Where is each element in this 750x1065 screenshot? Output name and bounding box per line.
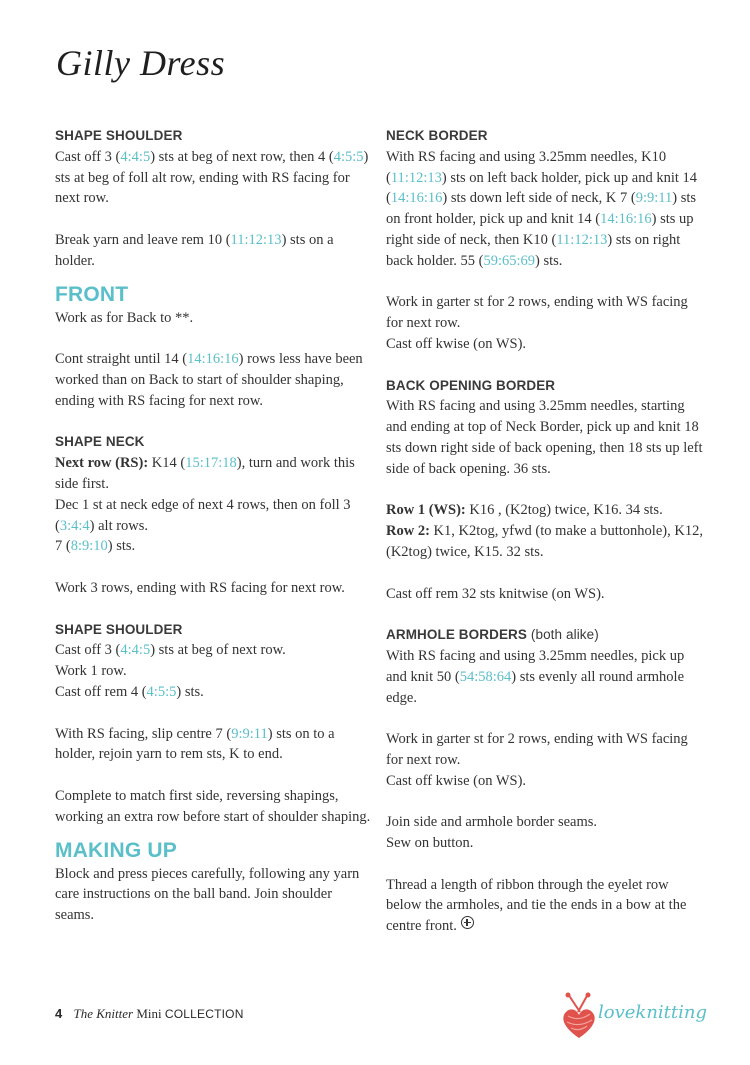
loveknitting-logo: [558, 992, 708, 1042]
shape-shoulder-2-text-3: Cast off rem 4 (4:5:5) sts.: [55, 683, 204, 700]
armhole-heading: ARMHOLE BORDERS (both alike): [386, 627, 599, 643]
back-opening-heading: BACK OPENING BORDER: [386, 377, 556, 393]
shape-neck-text-2: Dec 1 st at neck edge of next 4 rows, then on foll 3 (3:4:4) alt rows.: [55, 496, 351, 534]
shape-shoulder-2-text-4: With RS facing, slip centre 7 (9:9:11) sts on to a holder, rejoin yarn to rem sts, K to end.: [55, 725, 335, 763]
neck-border-text-2: Work in garter st for 2 rows, ending with WS facing for next row.: [386, 294, 688, 332]
neck-border-text-3: Cast off kwise (on WS).: [386, 335, 527, 352]
magazine-collection: COLLECTION: [164, 1007, 244, 1021]
logo-text: loveknitting: [598, 1002, 708, 1023]
making-up-text-1: Block and press pieces carefully, following any yarn care instructions on the ball band. Join shoulder seams.: [55, 865, 360, 924]
armhole-text-2: Work in garter st for 2 rows, ending with WS facing for next row.: [386, 731, 688, 768]
back-opening-row-1: Row 1 (WS): K16 , (K2tog) twice, K16. 34 sts.: [386, 502, 663, 519]
back-opening-text-2: Cast off rem 32 sts knitwise (on WS).: [386, 585, 605, 602]
back-opening-row-2: Row 2: K1, K2tog, yfwd (to make a buttonhole), K12, (K2tog) twice, K15. 32 sts.: [386, 523, 703, 560]
front-heading: FRONT: [55, 282, 129, 306]
shape-neck-text-1: Next row (RS): K14 (15:17:18), turn and work this side first.: [55, 455, 355, 492]
shape-shoulder-2-heading: SHAPE SHOULDER: [55, 621, 183, 637]
shape-shoulder-text-2: Break yarn and leave rem 10 (11:12:13) sts on a holder.: [55, 231, 334, 269]
shape-shoulder-2-text-2: Work 1 row.: [55, 663, 127, 680]
front-text-2: Cont straight until 14 (14:16:16) rows less have been worked than on Back to start of shoulder shaping, ending with RS facing for next row.: [55, 351, 363, 409]
armhole-text-1: With RS facing and using 3.25mm needles, pick up and knit 50 (54:58:64) sts evenly all round armhole edge.: [386, 647, 685, 706]
magazine-mini: Mini: [136, 1006, 162, 1021]
shape-shoulder-2-text-1: Cast off 3 (4:4:5) sts at beg of next row.: [55, 642, 286, 659]
armhole-text-4: Join side and armhole border seams.: [386, 814, 598, 831]
shape-neck-text-3: 7 (8:9:10) sts.: [55, 538, 136, 555]
page-number: 4: [55, 1006, 63, 1021]
right-column: [386, 126, 704, 937]
magazine-name: The Knitter: [73, 1006, 134, 1021]
neck-border-heading: NECK BORDER: [386, 128, 488, 143]
shape-shoulder-heading: SHAPE SHOULDER: [55, 128, 183, 143]
shape-shoulder-text-1: Cast off 3 (4:4:5) sts at beg of next row, then 4 (4:5:5) sts at beg of foll alt row, ending with RS facing for next row.: [55, 148, 369, 207]
armhole-text-6: Thread a length of ribbon through the eyelet row below the armholes, and tie the ends in a bow at the centre front.: [386, 876, 687, 935]
front-text-1: Work as for Back to **.: [55, 309, 194, 326]
armhole-text-5: Sew on button.: [386, 835, 474, 852]
end-mark-icon: [461, 916, 474, 929]
shape-shoulder-2-text-5: Complete to match first side, reversing shapings, working an extra row before start of shoulder shaping.: [55, 787, 371, 825]
left-column: [55, 126, 373, 926]
shape-neck-text-4: Work 3 rows, ending with RS facing for next row.: [55, 579, 345, 596]
armhole-text-3: Cast off kwise (on WS).: [386, 772, 527, 789]
neck-border-text-1: With RS facing and using 3.25mm needles, K10 (11:12:13) sts on left back holder, pick up and knit 14 (14:16:16) sts down left side of neck, K 7 (9:9:11) sts on front holder, pick up and knit 14 (14:16:16) sts up right side of neck, then K10 (11:12:13) sts on right back holder. 55 (59:65:69) sts.: [386, 148, 698, 269]
shape-neck-heading: SHAPE NECK: [55, 434, 145, 450]
back-opening-text-1: With RS facing and using 3.25mm needles, starting and ending at top of Neck Border, pick up and knit 18 sts down right side of back opening, then 18 sts up left side of back opening. 36 sts.: [386, 398, 703, 477]
footer-credit: [55, 1006, 244, 1022]
page-title: Gilly Dress: [56, 43, 226, 83]
making-up-heading: MAKING UP: [55, 838, 177, 862]
yarn-heart-icon: [558, 992, 602, 1042]
